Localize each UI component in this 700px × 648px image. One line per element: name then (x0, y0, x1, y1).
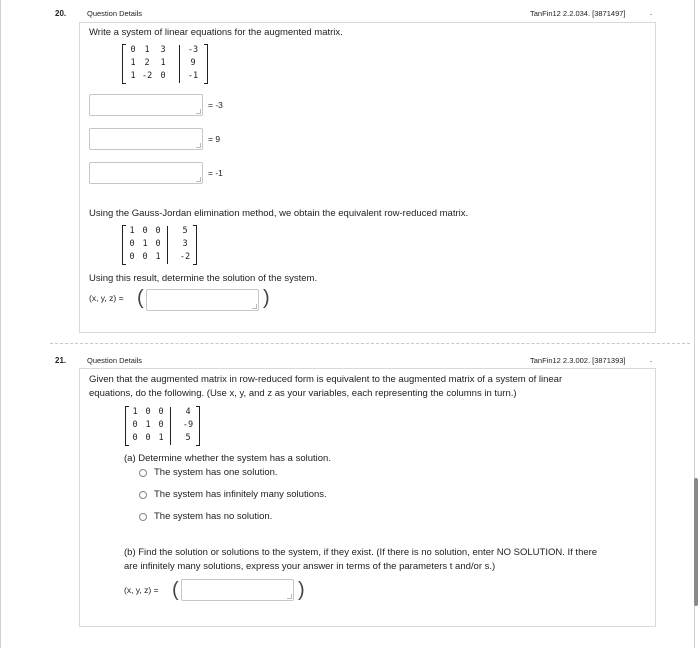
question-prompt-line2: equations, do the following. (Use x, y, and z as your variables, each representing the columns in turn.) (89, 388, 517, 399)
reduced-matrix (122, 225, 197, 265)
solution-input[interactable] (181, 579, 294, 601)
radio-infinite-solutions[interactable] (139, 491, 147, 499)
matrix-row: 1 0 0 4 (132, 407, 191, 417)
matrix-row: 0 1 0 3 (129, 239, 188, 249)
solution-input[interactable] (146, 289, 259, 311)
result-text: Using this result, determine the solution of the system. (89, 273, 318, 284)
equation-1-input[interactable] (89, 94, 203, 116)
question-prompt: Write a system of linear equations for the augmented matrix. (89, 27, 343, 38)
augmented-matrix (122, 44, 208, 84)
left-border (0, 0, 1, 648)
question-prompt-line1: Given that the augmented matrix in row-reduced form is equivalent to the augmented matrix of a system of linear (89, 374, 563, 385)
equation-2-rhs: = 9 (208, 134, 221, 144)
radio-one-solution[interactable] (139, 469, 147, 477)
matrix-row: 1 -2 0 -1 (130, 71, 199, 81)
option-label: The system has no solution. (154, 511, 273, 522)
option-label: The system has infinitely many solutions. (154, 489, 327, 500)
question-number: 20. (55, 9, 67, 18)
solution-label: (x, y, z) = (124, 585, 159, 595)
part-b-line2: are infinitely many solutions, express your answer in terms of the parameters t and/or s.) (124, 561, 496, 572)
left-bracket (122, 225, 126, 265)
question-details-link[interactable]: Question Details (87, 9, 143, 18)
equation-3-rhs: = -1 (208, 168, 223, 178)
gauss-jordan-text: Using the Gauss-Jordan elimination method, we obtain the equivalent row-reduced matrix. (89, 208, 469, 219)
matrix-row: 1 0 0 5 (129, 226, 188, 236)
equation-2-input[interactable] (89, 128, 203, 150)
question-menu-icon[interactable]: . (650, 355, 653, 364)
matrix-row: 1 2 1 9 (130, 58, 196, 68)
part-b-line1: (b) Find the solution or solutions to the system, if they exist. (If there is no solution, enter NO SOLUTION. If there (124, 547, 598, 558)
matrix-row: 0 0 1 -2 (129, 252, 191, 262)
matrix-row: 0 1 3 -3 (130, 45, 199, 55)
left-paren: ( (172, 579, 179, 601)
part-a-text: (a) Determine whether the system has a solution. (124, 453, 331, 464)
equation-3-input[interactable] (89, 162, 203, 184)
solution-label: (x, y, z) = (89, 293, 124, 303)
question-divider (50, 343, 690, 344)
question-menu-icon[interactable]: . (650, 8, 653, 17)
question-number: 21. (55, 356, 67, 365)
right-paren: ) (298, 579, 305, 601)
augmented-matrix (125, 406, 200, 446)
option-label: The system has one solution. (154, 467, 278, 478)
matrix-row: 0 1 0 -9 (132, 420, 194, 430)
equation-1-rhs: = -3 (208, 100, 223, 110)
left-bracket (125, 406, 129, 446)
question-id: TanFin12 2.2.034. [3871497] (530, 9, 626, 18)
left-paren: ( (137, 287, 144, 309)
matrix-row: 0 0 1 5 (132, 433, 191, 443)
left-bracket (122, 44, 126, 84)
question-details-link[interactable]: Question Details (87, 356, 143, 365)
scrollbar-thumb[interactable] (694, 478, 698, 606)
right-paren: ) (263, 287, 270, 309)
question-id: TanFin12 2.3.002. [3871393] (530, 356, 626, 365)
radio-no-solution[interactable] (139, 513, 147, 521)
